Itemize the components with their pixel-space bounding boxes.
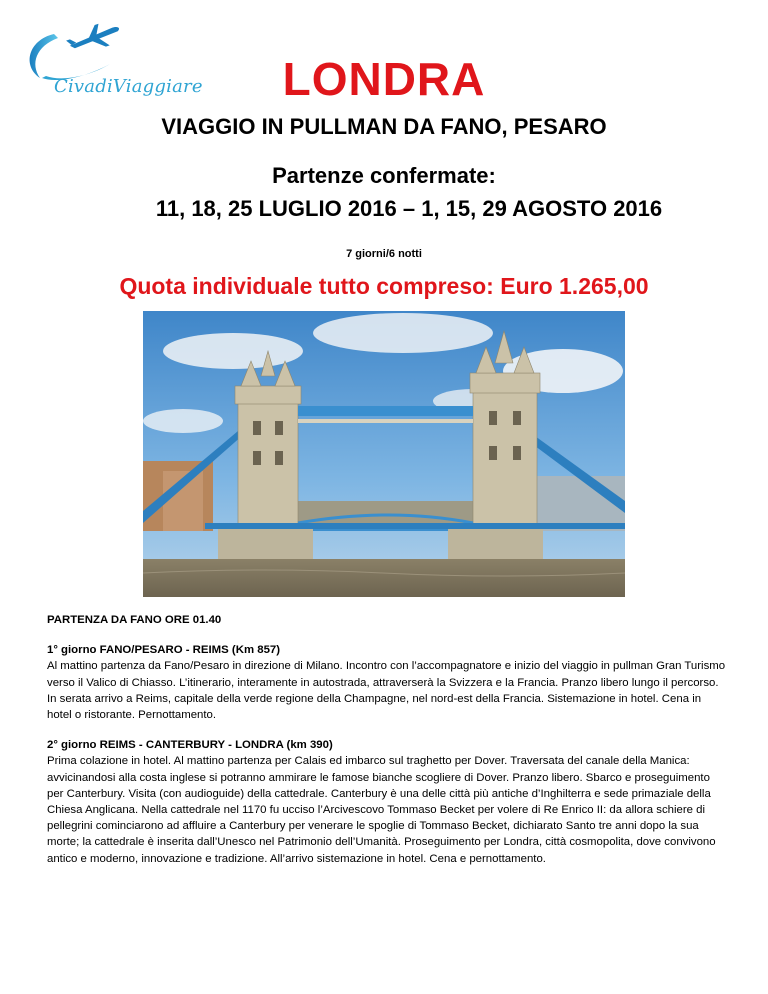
- departures-heading: Partenze confermate:: [272, 163, 496, 188]
- day-1-text: Al mattino partenza da Fano/Pesaro in direzione di Milano. Incontro con l’accompagnatore e inizio del viaggio in pullman Gran Turismo verso il Valico di Chiasso. L’itinerario, interamente in autostrada, attraverserà la Svizzera e la Francia. Pranzo libero lungo il percorso. In serata arrivo a Reims, capitale della verde regione della Champagne, nel nord-est della Francia. Sistemazione in hotel. Cena in hotel o ristorante. Pernottamento.: [47, 660, 726, 722]
- departures-dates: 11, 18, 25 LUGLIO 2016 – 1, 15, 29 AGOSTO 2016: [155, 196, 663, 221]
- brand-name: CivadiViaggiare: [54, 76, 203, 97]
- departure-note: PARTENZA DA FANO ORE 01.40: [47, 614, 222, 626]
- trip-duration: 7 giorni/6 notti: [346, 248, 422, 260]
- itinerary: [47, 612, 728, 881]
- page-title: LONDRA: [282, 53, 486, 105]
- trip-subtitle: VIAGGIO IN PULLMAN DA FANO, PESARO: [161, 114, 607, 139]
- trip-price: Quota individuale tutto compreso: Euro 1.265,00: [119, 273, 649, 299]
- day-1: [47, 642, 728, 723]
- tower-bridge-photo: [143, 311, 625, 597]
- day-2-text: Prima colazione in hotel. Al mattino partenza per Calais ed imbarco sul traghetto per Dover. Traversata del canale della Manica: avvicinandosi alla costa inglese si potranno ammirare le famose bianche scogliere di Dover. Pranzo libero. Sbarco e proseguimento per Canterbury. Visita (con audioguide) della cattedrale. Canterbury è una delle città più antiche d’Inghilterra e sede primaziale della Chiesa Anglicana. Nella cattedrale nel 1170 fu ucciso l’Arcivescovo Tommaso Becket per volere di Re Enrico II: da allora schiere di pellegrini cominciarono ad affluire a Canterbury per venerare le spoglie di Tommaso Becket, dichiarato Santo tre anni dopo la sua morte; la cattedrale è inserita dall’Unesco nel Patrimonio dell’Umanità. Proseguimento per Londra, città cosmopolita, dove convivono antico e moderno, innovazione e tradizione. All’arrivo sistemazione in hotel. Cena e pernottamento.: [47, 755, 716, 865]
- day-2-title: 2° giorno REIMS - CANTERBURY - LONDRA (km 390): [47, 739, 333, 752]
- day-1-title: 1° giorno FANO/PESARO - REIMS (Km 857): [47, 644, 281, 657]
- day-2: [47, 737, 728, 867]
